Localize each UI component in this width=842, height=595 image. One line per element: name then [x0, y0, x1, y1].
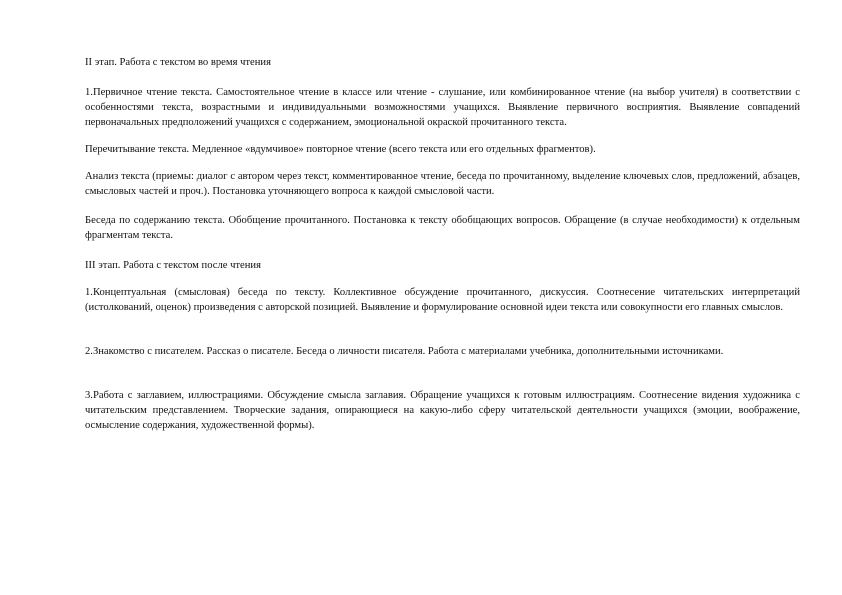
paragraph-writer-introduction: 2.Знакомство с писателем. Рассказ о писателе. Беседа о личности писателя. Работа с материалами учебника, дополнительными источниками.	[85, 346, 724, 357]
paragraph-title-illustrations: 3.Работа с заглавием, иллюстрациями. Обсуждение смысла заглавия. Обращение учащихся к готовым иллюстрациям. Соотнесение видения художника с читательским представлением. Творческие задания, опирающиеся на какую-либо сферу читательской деятельности учащихся (эмоции, воображение, осмысление содержания, художественной формы).	[85, 390, 800, 431]
paragraph-content-discussion: Беседа по содержанию текста. Обобщение прочитанного. Постановка к тексту обобщающих вопросов. Обращение (в случае необходимости) к отдельным фрагментам текста.	[85, 215, 800, 241]
paragraph-rereading: Перечитывание текста. Медленное «вдумчивое» повторное чтение (всего текста или его отдельных фрагментов).	[85, 144, 596, 155]
paragraph-text-analysis: Анализ текста (приемы: диалог с автором через текст, комментированное чтение, беседа по прочитанному, выделение ключевых слов, предложений, абзацев, смысловых частей и проч.). Постановка уточняющего вопроса к каждой смысловой части.	[85, 171, 800, 197]
paragraph-primary-reading: 1.Первичное чтение текста. Самостоятельное чтение в классе или чтение - слушание, или комбинированное чтение (на выбор учителя) в соответствии с особенностями текста, возрастными и индивидуальными возможностями учащихся. Выявление первичного восприятия. Выявление совпадений первоначальных предположений учащихся с содержанием, эмоциональной окраской прочитанного текста.	[85, 87, 800, 128]
stage-2-heading: II этап. Работа с текстом во время чтения	[85, 57, 271, 68]
paragraph-conceptual-discussion: 1.Концептуальная (смысловая) беседа по тексту. Коллективное обсуждение прочитанного, дискуссия. Соотнесение читательских интерпретаций (истолкований, оценок) произведения с авторской позицией. Выявление и формулирование основной идеи текста или совокупности его главных смыслов.	[85, 287, 800, 313]
stage-3-heading: III этап. Работа с текстом после чтения	[85, 260, 261, 271]
